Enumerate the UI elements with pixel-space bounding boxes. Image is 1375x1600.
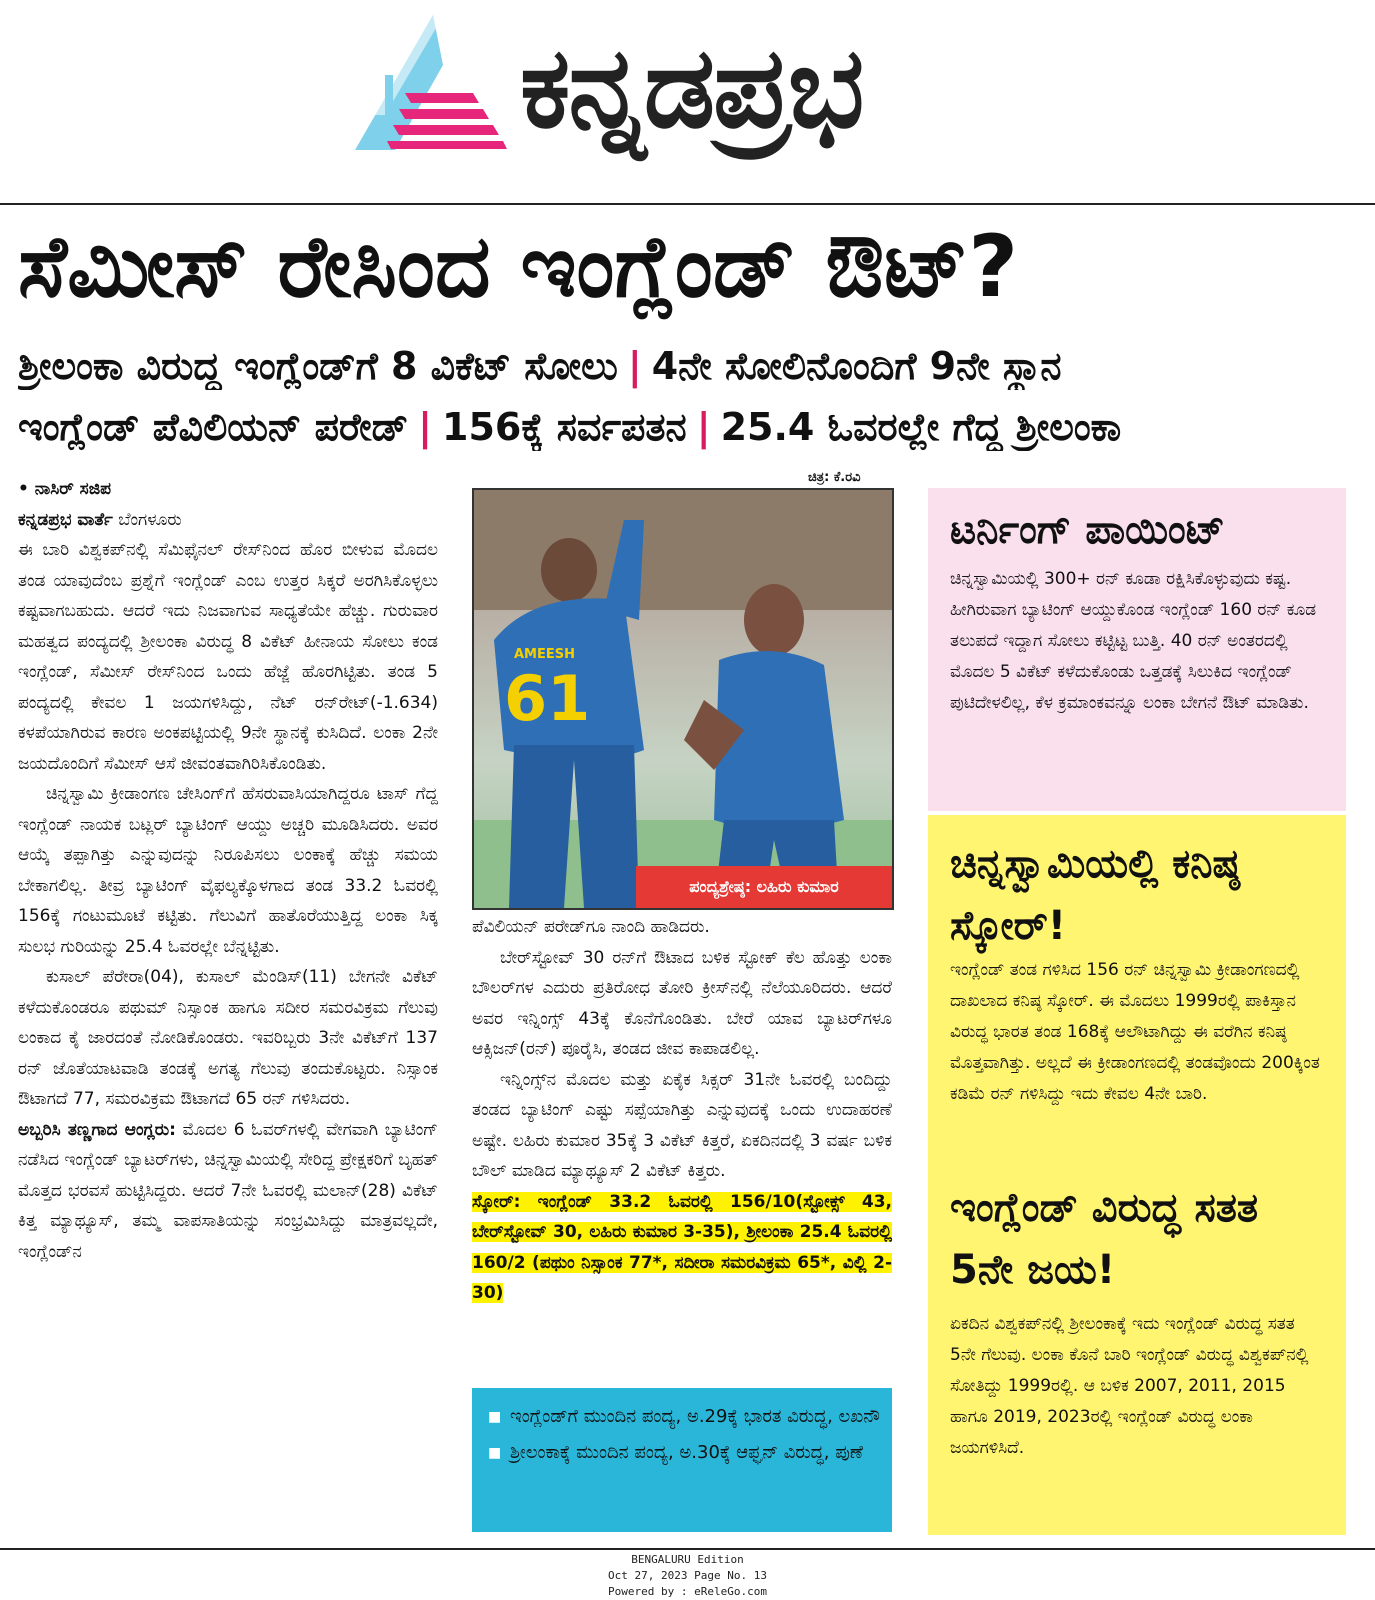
headline: ಸೆಮೀಸ್ ರೇಸಿಂದ ಇಂಗ್ಲೆಂಡ್ ಔಟ್? bbox=[18, 217, 1019, 317]
fifth-win-body: ಏಕದಿನ ವಿಶ್ವಕಪ್‌ನಲ್ಲಿ ಶ್ರೀಲಂಕಾಕ್ಕೆ ಇದು ಇಂಗ್ಲೆಂಡ್ ವಿರುದ್ಧ ಸತತ 5ನೇ ಗೆಲುವು. ಲಂಕಾ ಕೊನೆ ಬಾರಿ ಇಂಗ್ಲೆಂಡ್ ವಿರುದ್ಧ ವಿಶ್ವಕಪ್‌ನಲ್ಲಿ ಸೋತಿದ್ದು 1999ರಲ್ಲಿ. ಆ ಬಳಿಕ 2007, 2011, 2015 ಹಾಗೂ 2019, 2023ರಲ್ಲಿ ಇಂಗ್ಲೆಂಡ್ ವಿರುದ್ಧ ಲಂಕಾ ಜಯಗಳಿಸಿದೆ. bbox=[950, 1314, 1309, 1458]
dateline-city: ಬೆಂಗಳೂರು bbox=[118, 509, 182, 530]
photo-caption: ಪಂದ್ಯಶ್ರೇಷ್ಠ: ಲಹಿರು ಕುಮಾರ bbox=[636, 866, 892, 908]
article-paragraph: ಕುಸಾಲ್ ಪೆರೇರಾ(04), ಕುಸಾಲ್ ಮೆಂಡಿಸ್(11) ಬೇಗನೇ ವಿಕೆಟ್ ಕಳೆದುಕೊಂಡರೂ ಪಥುಮ್ ನಿಸ್ಸಾಂಕ ಹಾಗೂ ಸದೀರ ಸಮರವಿಕ್ರಮ ಗೆಲುವು ಲಂಕಾದ ಕೈ ಜಾರದಂತೆ ನೋಡಿಕೊಂಡರು. ಇವರಿಬ್ಬರು 3ನೇ ವಿಕೆಟ್‌ಗೆ 137 ರನ್ ಜೊತೆಯಾಟವಾಡಿ ತಂಡಕ್ಕೆ ಅಗತ್ಯ ಗೆಲುವು ತಂದುಕೊಟ್ಟರು. ನಿಸ್ಸಾಂಕ ಔಟಾಗದೆ 77, ಸಮರವಿಕ್ರಮ ಔಟಾಗದೆ 65 ರನ್ ಗಳಿಸಿದರು. bbox=[18, 967, 438, 1109]
turning-point-title: ಟರ್ನಿಂಗ್ ಪಾಯಿಂಟ್ bbox=[950, 507, 1225, 553]
article-paragraph: ಪೆವಿಲಿಯನ್ ಪರೇಡ್‌ಗೂ ನಾಂದಿ ಹಾಡಿದರು. bbox=[472, 917, 710, 937]
author-byline: • ನಾಸಿರ್ ಸಜಿಪ bbox=[18, 479, 112, 499]
article-paragraph: ಇನ್ನಿಂಗ್ಸ್‌ನ ಮೊದಲ ಮತ್ತು ಏಕೈಕ ಸಿಕ್ಸರ್ 31ನೇ ಓವರಲ್ಲಿ ಬಂದಿದ್ದು ತಂಡದ ಬ್ಯಾಟಿಂಗ್ ಎಷ್ಟು ಸಪ್ಪೆಯಾಗಿತ್ತು ಎನ್ನುವುದಕ್ಕೆ ಒಂದು ಉದಾಹರಣೆ ಅಷ್ಟೇ. ಲಹಿರು ಕುಮಾರ 35ಕ್ಕೆ 3 ವಿಕೆಟ್ ಕಿತ್ತರೆ, ಏಕದಿನದಲ್ಲಿ 3 ವರ್ಷ ಬಳಿಕ ಬೌಲ್ ಮಾಡಿದ ಮ್ಯಾಥ್ಯೂಸ್ 2 ವಿಕೆಟ್ ಕಿತ್ತರು. bbox=[472, 1069, 892, 1181]
date-page-label: Oct 27, 2023 Page No. 13 bbox=[608, 1569, 767, 1582]
subhead-separator: | bbox=[627, 344, 642, 388]
next-matches-box bbox=[472, 1388, 892, 1532]
lowest-score-title: ಚಿನ್ನಸ್ವಾಮಿಯಲ್ಲಿ ಕನಿಷ್ಠ ಸ್ಕೋರ್! bbox=[950, 841, 1240, 949]
agency-name: ಕನ್ನಡಪ್ರಭ ವಾರ್ತೆ bbox=[18, 509, 113, 530]
subhead-item: ಇಂಗ್ಲೆಂಡ್ ಪೆವಿಲಿಯನ್ ಪರೇಡ್ bbox=[18, 405, 409, 449]
subhead-item: 25.4 ಓವರಲ್ಲೇ ಗೆದ್ದ ಶ್ರೀಲಂಕಾ bbox=[720, 405, 1122, 449]
article-paragraph bbox=[18, 1115, 438, 1268]
subhead-line-1 bbox=[18, 344, 1363, 390]
subhead-separator: | bbox=[696, 405, 711, 449]
masthead bbox=[0, 0, 1375, 205]
powered-by-label: Powered by : eReleGo.com bbox=[608, 1585, 767, 1598]
stats-sidebar bbox=[928, 815, 1346, 1535]
article-column-2 bbox=[472, 912, 892, 1309]
turning-point-box bbox=[928, 488, 1346, 811]
match-photo bbox=[472, 488, 894, 910]
subhead-item: 156ಕ್ಕೆ ಸರ್ವಪತನ bbox=[442, 405, 687, 449]
next-match-item: ■ ಇಂಗ್ಲೆಂಡ್‌ಗೆ ಮುಂದಿನ ಪಂದ್ಯ, ಅ.29ಕ್ಕೆ ಭಾರತ ವಿರುದ್ಧ, ಲಖನೌ bbox=[484, 1402, 880, 1432]
next-matches-list bbox=[472, 1388, 892, 1468]
lowest-score-body: ಇಂಗ್ಲೆಂಡ್ ತಂಡ ಗಳಿಸಿದ 156 ರನ್ ಚಿನ್ನಸ್ವಾಮಿ ಕ್ರೀಡಾಂಗಣದಲ್ಲಿ ದಾಖಲಾದ ಕನಿಷ್ಠ ಸ್ಕೋರ್. ಈ ಮೊದಲು 1999ರಲ್ಲಿ ಪಾಕಿಸ್ತಾನ ವಿರುದ್ಧ ಭಾರತ ತಂಡ 168ಕ್ಕೆ ಆಲೌಟಾಗಿದ್ದು ಈ ವರೆಗಿನ ಕನಿಷ್ಠ ಮೊತ್ತವಾಗಿತ್ತು. ಅಲ್ಲದೆ ಈ ಕ್ರೀಡಾಂಗಣದಲ್ಲಿ ತಂಡವೊಂದು 200ಕ್ಕಿಂತ ಕಡಿಮೆ ರನ್ ಗಳಿಸಿದ್ದು ಇದು ಕೇವಲ 4ನೇ ಬಾರಿ. bbox=[950, 960, 1320, 1104]
article-paragraph: ಈ ಬಾರಿ ವಿಶ್ವಕಪ್‌ನಲ್ಲಿ ಸೆಮಿಫೈನಲ್ ರೇಸ್‌ನಿಂದ ಹೊರ ಬೀಳುವ ಮೊದಲ ತಂಡ ಯಾವುದೆಂಬ ಪ್ರಶ್ನೆಗೆ ಇಂಗ್ಲೆಂಡ್ ಎಂಬ ಉತ್ತರ ಸಿಕ್ಕರೆ ಅರಗಿಸಿಕೊಳ್ಳಲು ಕಷ್ಟವಾಗಬಹುದು. ಆದರೆ ಇದು ನಿಜವಾಗುವ ಸಾಧ್ಯತೆಯೇ ಹೆಚ್ಚು. ಗುರುವಾರ ಮಹತ್ವದ ಪಂದ್ಯದಲ್ಲಿ ಶ್ರೀಲಂಕಾ ವಿರುದ್ಧ 8 ವಿಕೆಟ್ ಹೀನಾಯ ಸೋಲು ಕಂಡ ಇಂಗ್ಲೆಂಡ್, ಸೆಮೀಸ್ ರೇಸ್‌ನಿಂದ ಒಂದು ಹೆಜ್ಜೆ ಹೊರಗಿಟ್ಟಿತು. ತಂಡ 5 ಪಂದ್ಯದಲ್ಲಿ ಕೇವಲ 1 ಜಯಗಳಿಸಿದ್ದು, ನೆಟ್ ರನ್‌ರೇಟ್(-1.634) ಕಳಪೆಯಾಗಿರುವ ಕಾರಣ ಅಂಕಪಟ್ಟಿಯಲ್ಲಿ 9ನೇ ಸ್ಥಾನಕ್ಕೆ ಕುಸಿದಿದೆ. ಲಂಕಾ 2ನೇ ಜಯದೊಂದಿಗೆ ಸೆಮೀಸ್ ಆಸೆ ಜೀವಂತವಾಗಿರಿಸಿಕೊಂಡಿತು. bbox=[18, 540, 438, 774]
page-footer bbox=[0, 1548, 1375, 1600]
subhead-item: 4ನೇ ಸೋಲಿನೊಂದಿಗೆ 9ನೇ ಸ್ಥಾನ bbox=[651, 344, 1062, 388]
subhead-item: ಶ್ರೀಲಂಕಾ ವಿರುದ್ಧ ಇಂಗ್ಲೆಂಡ್‌ಗೆ 8 ವಿಕೆಟ್ ಸೋಲು bbox=[18, 344, 618, 388]
agency-byline bbox=[18, 505, 438, 536]
paragraph-text: ಮೊದಲ 6 ಓವರ್‌ಗಳಲ್ಲಿ ವೇಗವಾಗಿ ಬ್ಯಾಟಿಂಗ್ ನಡೆಸಿದ ಇಂಗ್ಲೆಂಡ್ ಬ್ಯಾಟರ್‌ಗಳು, ಚಿನ್ನಸ್ವಾಮಿಯಲ್ಲಿ ಸೇರಿದ್ದ ಪ್ರೇಕ್ಷಕರಿಗೆ ಬೃಹತ್ ಮೊತ್ತದ ಭರವಸೆ ಹುಟ್ಟಿಸಿದ್ದರು. ಆದರೆ 7ನೇ ಓವರಲ್ಲಿ ಮಲಾನ್(28) ವಿಕೆಟ್ ಕಿತ್ತ ಮ್ಯಾಥ್ಯೂಸ್, ತಮ್ಮ ವಾಪಸಾತಿಯನ್ನು ಸಂಭ್ರಮಿಸಿದ್ದು ಮಾತ್ರವಲ್ಲದೇ, ಇಂಗ್ಲೆಂಡ್‌ನ bbox=[18, 1119, 438, 1262]
edition-label: BENGALURU Edition bbox=[631, 1553, 744, 1566]
subhead-separator: | bbox=[418, 405, 433, 449]
fifth-win-title: ಇಂಗ್ಲೆಂಡ್ ವಿರುದ್ಧ ಸತತ 5ನೇ ಜಯ! bbox=[950, 1185, 1259, 1293]
turning-point-body: ಚಿನ್ನಸ್ವಾಮಿಯಲ್ಲಿ 300+ ರನ್ ಕೂಡಾ ರಕ್ಷಿಸಿಕೊಳ್ಳುವುದು ಕಷ್ಟ. ಹೀಗಿರುವಾಗ ಬ್ಯಾಟಿಂಗ್ ಆಯ್ದುಕೊಂಡ ಇಂಗ್ಲೆಂಡ್ 160 ರನ್ ಕೂಡ ತಲುಪದೆ ಇದ್ದಾಗ ಸೋಲು ಕಟ್ಟಿಟ್ಟ ಬುತ್ತಿ. 40 ರನ್ ಅಂತರದಲ್ಲಿ ಮೊದಲ 5 ವಿಕೆಟ್ ಕಳೆದುಕೊಂಡು ಒತ್ತಡಕ್ಕೆ ಸಿಲುಕಿದ ಇಂಗ್ಲೆಂಡ್ ಪುಟಿದೇಳಲಿಲ್ಲ, ಕೆಳ ಕ್ರಮಾಂಕವನ್ನೂ ಲಂಕಾ ಬೇಗನೆ ಔಟ್ ಮಾಡಿತು. bbox=[950, 569, 1317, 713]
sub-heading-lead: ಅಬ್ಬರಿಸಿ ತಣ್ಣಗಾದ ಆಂಗ್ಲರು: bbox=[18, 1119, 176, 1140]
next-match-item: ■ ಶ್ರೀಲಂಕಾಕ್ಕೆ ಮುಂದಿನ ಪಂದ್ಯ, ಅ.30ಕ್ಕೆ ಆಫ್ಘನ್ ವಿರುದ್ಧ, ಪುಣೆ bbox=[484, 1438, 880, 1468]
article-paragraph: ಬೇರ್‌ಸ್ಟೋವ್ 30 ರನ್‌ಗೆ ಔಟಾದ ಬಳಿಕ ಸ್ಟೋಕ್ ಕೆಲ ಹೊತ್ತು ಲಂಕಾ ಬೌಲರ್‌ಗಳ ಎದುರು ಪ್ರತಿರೋಧ ತೋರಿ ಕ್ರೀಸ್‌ನಲ್ಲಿ ನೆಲೆಯೂರಿದರು. ಆದರೆ ಅವರ ಇನ್ನಿಂಗ್ಸ್ 43ಕ್ಕೆ ಕೊನೆಗೊಂಡಿತು. ಬೇರೆ ಯಾವ ಬ್ಯಾಟರ್‌ಗಳೂ ಆಕ್ಸಿಜನ್(ರನ್) ಪೂರೈಸಿ, ತಂಡದ ಜೀವ ಕಾಪಾಡಲಿಲ್ಲ. bbox=[472, 947, 892, 1059]
photo-credit: ಚಿತ್ರ: ಕೆ.ರವಿ bbox=[808, 470, 861, 485]
newspaper-logo-icon bbox=[355, 15, 515, 155]
scorecard-text: ಸ್ಕೋರ್: ಇಂಗ್ಲೆಂಡ್ 33.2 ಓವರಲ್ಲಿ 156/10(ಸ್ಟೋಕ್ಸ್ 43, ಬೇರ್‌ಸ್ಟೋವ್ 30, ಲಹಿರು ಕುಮಾರ 3-35), ಶ್ರೀಲಂಕಾ 25.4 ಓವರಲ್ಲಿ 160/2 (ಪಥುಂ ನಿಸ್ಸಾಂಕ 77*, ಸದೀರಾ ಸಮರವಿಕ್ರಮ 65*, ವಿಲ್ಲಿ 2-30) bbox=[472, 1191, 892, 1303]
newspaper-name: ಕನ್ನಡಪ್ರಭ bbox=[520, 23, 863, 153]
cricket-players-illustration bbox=[474, 490, 892, 908]
jersey-number: 61 bbox=[504, 662, 591, 735]
jersey-name: AMEESH bbox=[514, 647, 576, 662]
scorecard bbox=[472, 1187, 892, 1309]
subhead-line-2 bbox=[18, 405, 1363, 451]
article-paragraph: ಚಿನ್ನಸ್ವಾಮಿ ಕ್ರೀಡಾಂಗಣ ಚೇಸಿಂಗ್‌ಗೆ ಹೆಸರುವಾಸಿಯಾಗಿದ್ದರೂ ಟಾಸ್ ಗೆದ್ದ ಇಂಗ್ಲೆಂಡ್ ನಾಯಕ ಬಟ್ಲರ್ ಬ್ಯಾಟಿಂಗ್ ಆಯ್ದು ಅಚ್ಚರಿ ಮೂಡಿಸಿದರು. ಅವರ ಆಯ್ಕೆ ತಪ್ಪಾಗಿತ್ತು ಎನ್ನುವುದನ್ನು ನಿರೂಪಿಸಲು ಲಂಕಾಕ್ಕೆ ಹೆಚ್ಚು ಸಮಯ ಬೇಕಾಗಲಿಲ್ಲ. ತೀವ್ರ ಬ್ಯಾಟಿಂಗ್ ವೈಫಲ್ಯಕ್ಕೊಳಗಾದ ತಂಡ 33.2 ಓವರಲ್ಲಿ 156ಕ್ಕೆ ಗಂಟುಮೂಟೆ ಕಟ್ಟಿತು. ಗೆಲುವಿಗೆ ಹಾತೊರೆಯುತ್ತಿದ್ದ ಲಂಕಾ ಸಿಕ್ಕ ಸುಲಭ ಗುರಿಯನ್ನು 25.4 ಓವರಲ್ಲೇ ಬೆನ್ನಟ್ಟಿತು. bbox=[18, 784, 438, 957]
article-column-1 bbox=[18, 474, 438, 1267]
